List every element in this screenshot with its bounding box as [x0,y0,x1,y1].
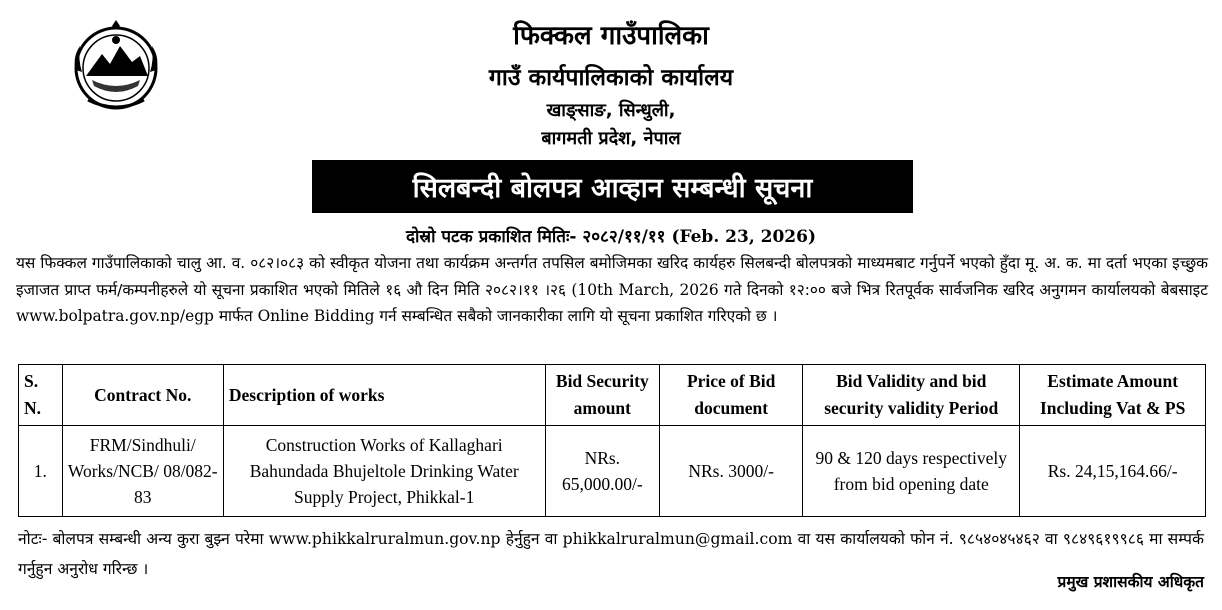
cell-sn: 1. [19,426,63,517]
notice-text-7: गर्न सम्बन्धित सबैको जानकारीका लागि यो सूचना प्रकाशित गरिएको छ । [379,307,778,325]
bolpatra-link[interactable]: www.bolpatra.gov.np/egp [16,307,214,325]
email-link[interactable]: phikkalruralmun@gmail.com [562,530,793,548]
notice-text-1: यस फिक्कल गाउँपालिकाको चालु आ. व. ०८२।०८३ को स्वीकृत योजना तथा कार्यक्रम अन्तर्गत तपसिल बमोजिमका खरिद कार्यहरु सिलबन्दी बोलपत्रको माध्यमबाट गर्नुपर्ने भएको हुँदा मू. अ. क. मा दर्ता भएका इच्छुक इजाजत प्राप्त फर्म/कम्पनीहरुले यो सूचना प्रकाशित भएको मितिले १६ औ दिन मिति २०८२।११ ।२६ [16,254,1208,299]
notice-text-3: गते दिनको १२:०० बजे भित्र रितपूर्वक सार्वजनिक खरिद अनुगमन कार्यालयको बेबसाइट [724,280,1209,299]
table-header-row [19,365,1206,426]
col-header-bid-security: Bid Security amount [545,365,660,426]
publish-date-english: (Feb. 23, 2026) [671,227,817,247]
col-header-description: Description of works [223,365,545,426]
notice-text-6: Online Bidding [257,307,375,325]
cell-doc-price: NRs. 3000/- [660,426,803,517]
note-text-1: नोटः- बोलपत्र सम्बन्धी अन्य कुरा बुझ्न परेमा [18,530,264,548]
notice-text-2: (10th March, 2026 [571,280,719,299]
cell-estimate: Rs. 24,15,164.66/- [1020,426,1206,517]
publish-date-line [0,224,1222,247]
notice-title: सिलबन्दी बोलपत्र आव्हान सम्बन्धी सूचना [412,173,813,204]
bid-table [18,364,1206,517]
note-text-2: हेर्नुहुन वा [505,530,558,548]
col-header-validity: Bid Validity and bid security validity Period [803,365,1020,426]
notice-text-5: मार्फत [218,307,253,325]
note-text-3: वा यस कार्यालयको फोन नं. ९८५४०४५४६२ वा ९८४९६१९९८६ मा सम्पर्क गर्नुहुन अनुरोध गरिन्छ । [18,530,1204,578]
website-link[interactable]: www.phikkalruralmun.gov.np [268,530,501,548]
cell-bid-security: NRs. 65,000.00/- [545,426,660,517]
col-header-sn: S. N. [19,365,63,426]
cell-validity: 90 & 120 days respectively from bid opening date [803,426,1020,517]
notice-paragraph [16,250,1208,330]
office-name: फिक्कल गाउँपालिका [513,21,709,51]
office-address-2: बागमती प्रदेश, नेपाल [541,128,681,149]
col-header-estimate: Estimate Amount Including Vat & PS [1020,365,1206,426]
cell-contract-no: FRM/Sindhuli/ Works/NCB/ 08/082-83 [62,426,223,517]
office-address-1: खाङ्साङ, सिन्धुली, [546,100,676,121]
col-header-contract: Contract No. [62,365,223,426]
cell-description: Construction Works of Kallaghari Bahundada Bhujeltole Drinking Water Supply Project, Phikkal-1 [223,426,545,517]
table-row [19,426,1206,517]
office-subtitle: गाउँ कार्यपालिकाको कार्यालय [488,65,734,91]
signatory-title: प्रमुख प्रशासकीय अधिकृत [1057,573,1204,591]
contact-note [18,524,1204,584]
notice-title-banner [312,160,913,213]
publish-date-label: दोस्रो पटक प्रकाशित मितिः- २०८२/११/११ [405,227,666,247]
col-header-doc-price: Price of Bid document [660,365,803,426]
